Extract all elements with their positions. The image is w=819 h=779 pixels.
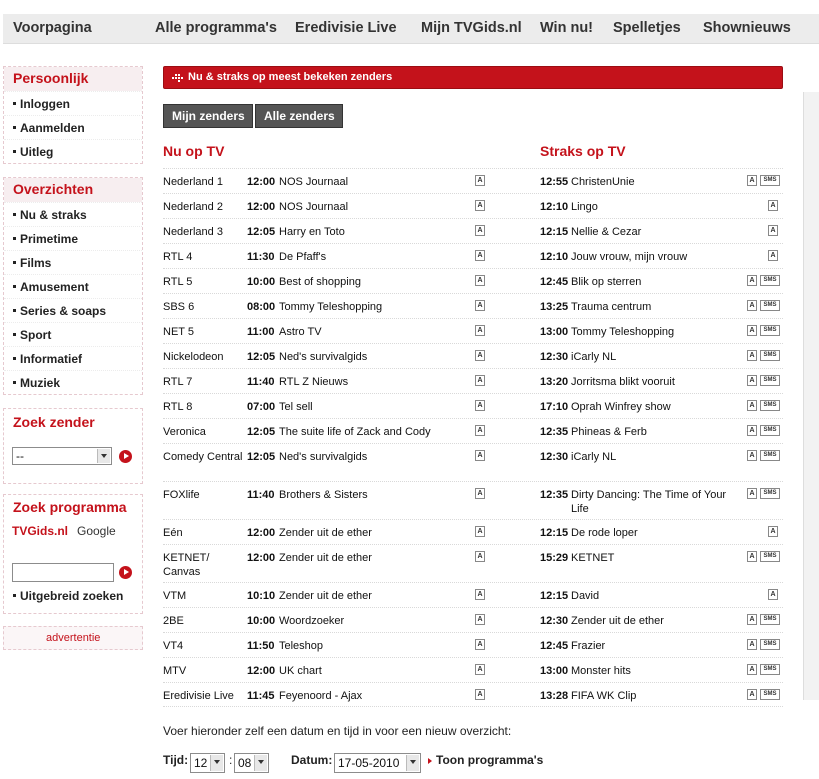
- next-program[interactable]: iCarly NL: [571, 451, 617, 463]
- sidebar-item-primetime[interactable]: [4, 226, 142, 250]
- next-time: 13:00: [540, 326, 569, 338]
- next-time: 12:10: [540, 251, 569, 263]
- now-time: 11:30: [247, 251, 275, 263]
- alert-icon[interactable]: A: [475, 375, 485, 386]
- next-program[interactable]: Zender uit de ether: [571, 615, 664, 627]
- bullet-icon: [13, 594, 16, 597]
- alert-icon[interactable]: A: [475, 689, 485, 700]
- sidebar-item-label: Informatief: [20, 352, 83, 366]
- sidebar-item-label: Series & soaps: [20, 304, 107, 318]
- sms-icon[interactable]: SMS: [760, 488, 780, 499]
- bullet-icon: [13, 261, 16, 264]
- channel-name[interactable]: SBS 6: [163, 301, 195, 313]
- alert-icon[interactable]: A: [475, 526, 485, 537]
- table-row[interactable]: [163, 318, 783, 343]
- now-time: 12:00: [247, 201, 276, 213]
- time-colon: :: [229, 753, 233, 767]
- next-program[interactable]: David: [571, 590, 600, 602]
- alert-icon[interactable]: A: [475, 175, 485, 186]
- datum-label: Datum:: [291, 753, 333, 767]
- alert-icon[interactable]: A: [475, 275, 485, 286]
- sms-icon[interactable]: SMS: [760, 614, 780, 625]
- nav-alle-programmas[interactable]: Alle programma's: [155, 20, 277, 36]
- now-time: 10:00: [247, 615, 276, 627]
- now-time: 11:40: [247, 376, 275, 388]
- now-time: 12:00: [247, 552, 276, 564]
- now-program[interactable]: Brothers & Sisters: [279, 489, 368, 501]
- now-time: 12:05: [247, 451, 276, 463]
- table-row[interactable]: [163, 243, 783, 268]
- now-time: 11:50: [247, 640, 275, 652]
- now-program[interactable]: Teleshop: [279, 640, 324, 652]
- date-select-value: 17-05-2010: [338, 756, 400, 770]
- next-time: 12:10: [540, 201, 569, 213]
- bullet-icon: [13, 381, 16, 384]
- hour-select[interactable]: [190, 753, 225, 773]
- alert-icon[interactable]: A: [475, 589, 485, 600]
- sms-icon[interactable]: SMS: [760, 400, 780, 411]
- channel-name[interactable]: Nederland 3: [163, 226, 223, 238]
- channel-name[interactable]: MTV: [163, 665, 187, 677]
- channel-name[interactable]: Nederland 2: [163, 201, 223, 213]
- sidebar-item-label: Muziek: [20, 376, 61, 390]
- programma-search-input[interactable]: [12, 563, 114, 582]
- sidebar-item-informatief[interactable]: [4, 346, 142, 370]
- toon-programmas-link[interactable]: [428, 753, 543, 767]
- now-program[interactable]: RTL Z Nieuws: [279, 376, 349, 388]
- alert-icon[interactable]: A: [475, 614, 485, 625]
- tijd-label: Tijd:: [163, 753, 189, 767]
- alert-icon[interactable]: A: [747, 664, 757, 675]
- next-program[interactable]: Lingo: [571, 201, 598, 213]
- now-program[interactable]: NOS Journaal: [279, 176, 349, 188]
- table-row[interactable]: [163, 682, 783, 707]
- alert-icon[interactable]: A: [475, 350, 485, 361]
- alert-icon[interactable]: A: [747, 614, 757, 625]
- next-time: 17:10: [540, 401, 569, 413]
- now-time: 10:10: [247, 590, 276, 602]
- alert-icon[interactable]: A: [768, 526, 778, 537]
- next-time: 12:15: [540, 527, 569, 539]
- channel-name[interactable]: 2BE: [163, 615, 184, 627]
- next-time: 12:55: [540, 176, 569, 188]
- next-program[interactable]: Jorritsma blikt vooruit: [571, 376, 675, 388]
- table-row[interactable]: [163, 193, 783, 218]
- tab-mijn-zenders[interactable]: Mijn zenders: [163, 104, 253, 128]
- now-time: 11:40: [247, 489, 275, 501]
- alert-icon[interactable]: A: [768, 225, 778, 236]
- table-row[interactable]: [163, 544, 783, 582]
- chevron-down-icon: [406, 755, 419, 771]
- sms-icon[interactable]: SMS: [760, 639, 780, 650]
- channel-name[interactable]: RTL 8: [163, 401, 193, 413]
- alert-icon[interactable]: A: [747, 275, 757, 286]
- alert-icon[interactable]: A: [768, 589, 778, 600]
- footnote-text: Voer hieronder zelf een datum en tijd in voor een nieuw overzicht:: [163, 724, 512, 738]
- alert-icon[interactable]: A: [747, 488, 757, 499]
- schedule-table: [163, 168, 783, 707]
- programma-go-icon[interactable]: [119, 566, 132, 579]
- now-program[interactable]: Ned's survivalgids: [279, 451, 368, 463]
- nav-shownieuws[interactable]: Shownieuws: [703, 20, 791, 36]
- table-row[interactable]: [163, 343, 783, 368]
- now-time: 08:00: [247, 301, 276, 313]
- minute-select-value: 08: [238, 756, 252, 770]
- now-program[interactable]: The suite life of Zack and Cody: [279, 426, 431, 438]
- sidebar-item-label: Primetime: [20, 232, 79, 246]
- nav-mijn-tvgids[interactable]: Mijn TVGids.nl: [421, 20, 522, 36]
- alert-icon[interactable]: A: [475, 325, 485, 336]
- alert-icon[interactable]: A: [747, 375, 757, 386]
- now-program[interactable]: Zender uit de ether: [279, 527, 372, 539]
- now-time: 11:00: [247, 326, 275, 338]
- next-time: 12:35: [540, 426, 569, 438]
- sms-icon[interactable]: SMS: [760, 325, 780, 336]
- hour-select-value: 12: [194, 756, 208, 770]
- alert-icon[interactable]: A: [475, 425, 485, 436]
- sidebar-overzichten-title: Overzichten: [4, 178, 142, 202]
- nav-eredivisie-live[interactable]: Eredivisie Live: [295, 20, 397, 36]
- now-program[interactable]: UK chart: [279, 665, 322, 677]
- next-program[interactable]: KETNET: [571, 552, 615, 564]
- sms-icon[interactable]: SMS: [760, 664, 780, 675]
- next-time: 15:29: [540, 552, 569, 564]
- next-time: 12:30: [540, 451, 569, 463]
- next-program[interactable]: FIFA WK Clip: [571, 690, 637, 702]
- next-program[interactable]: De rode loper: [571, 527, 638, 539]
- alert-icon[interactable]: A: [747, 400, 757, 411]
- sidebar-item-aanmelden[interactable]: [4, 115, 142, 139]
- channel-name[interactable]: Veronica: [163, 426, 206, 438]
- alert-icon[interactable]: A: [475, 488, 485, 499]
- channel-name[interactable]: VTM: [163, 590, 187, 602]
- source-google-tab[interactable]: Google: [77, 524, 116, 538]
- sms-icon[interactable]: SMS: [760, 300, 780, 311]
- alert-icon[interactable]: A: [475, 450, 485, 461]
- alert-icon[interactable]: A: [747, 689, 757, 700]
- alert-icon[interactable]: A: [475, 551, 485, 562]
- table-row[interactable]: [163, 443, 783, 481]
- sidebar-zoek-zender: [3, 408, 143, 484]
- channel-name[interactable]: Nederland 1: [163, 176, 223, 188]
- alert-icon[interactable]: A: [475, 639, 485, 650]
- uitgebreid-zoeken-label: Uitgebreid zoeken: [20, 589, 124, 603]
- advertentie-label: advertentie: [46, 632, 101, 644]
- channel-name[interactable]: VT4: [163, 640, 184, 652]
- now-program[interactable]: NOS Journaal: [279, 201, 349, 213]
- table-row[interactable]: [163, 481, 783, 519]
- now-program[interactable]: Best of shopping: [279, 276, 361, 288]
- channel-name[interactable]: Eén: [163, 527, 183, 539]
- sms-icon[interactable]: SMS: [760, 175, 780, 186]
- zender-go-icon[interactable]: [119, 450, 132, 463]
- sidebar-item-amusement[interactable]: [4, 274, 142, 298]
- now-time: 12:05: [247, 426, 276, 438]
- table-row[interactable]: [163, 393, 783, 418]
- bullet-icon: [13, 150, 16, 153]
- table-row[interactable]: [163, 368, 783, 393]
- now-program[interactable]: Ned's survivalgids: [279, 351, 368, 363]
- sidebar-item-inloggen[interactable]: [4, 91, 142, 115]
- alert-icon[interactable]: A: [747, 425, 757, 436]
- alert-icon[interactable]: A: [768, 200, 778, 211]
- channel-name[interactable]: RTL 7: [163, 376, 193, 388]
- banner-title: Nu & straks op meest bekeken zenders: [188, 71, 393, 83]
- now-time: 12:00: [247, 176, 276, 188]
- sms-icon[interactable]: SMS: [760, 689, 780, 700]
- sidebar-item-uitleg[interactable]: [4, 139, 142, 163]
- next-time: 12:45: [540, 640, 569, 652]
- next-time: 12:15: [540, 590, 569, 602]
- sidebar-persoonlijk-title: Persoonlijk: [4, 67, 142, 91]
- sidebar-item-label: Aanmelden: [20, 121, 85, 135]
- now-time: 11:45: [247, 690, 275, 702]
- next-program[interactable]: Jouw vrouw, mijn vrouw: [571, 251, 688, 263]
- sidebar-item-label: Uitleg: [20, 145, 54, 159]
- chevron-down-icon: [97, 449, 110, 463]
- table-row[interactable]: [163, 268, 783, 293]
- sidebar-item-sport[interactable]: [4, 322, 142, 346]
- channel-name[interactable]: Nickelodeon: [163, 351, 224, 363]
- bullet-icon: [13, 285, 16, 288]
- top-navigation: [3, 14, 819, 44]
- bullet-icon: [13, 237, 16, 240]
- zender-select-value: --: [16, 449, 24, 463]
- now-time: 12:00: [247, 527, 276, 539]
- channel-name[interactable]: FOXlife: [163, 489, 200, 501]
- zender-select[interactable]: [12, 447, 112, 465]
- alert-icon[interactable]: A: [747, 639, 757, 650]
- bullet-icon: [13, 213, 16, 216]
- sms-icon[interactable]: SMS: [760, 450, 780, 461]
- channel-name[interactable]: RTL 4: [163, 251, 193, 263]
- sidebar-item-series-soaps[interactable]: [4, 298, 142, 322]
- alert-icon[interactable]: A: [747, 450, 757, 461]
- sidebar-item-films[interactable]: [4, 250, 142, 274]
- table-row[interactable]: [163, 632, 783, 657]
- next-time: 12:35: [540, 489, 569, 501]
- now-program[interactable]: Zender uit de ether: [279, 552, 372, 564]
- next-program[interactable]: Frazier: [571, 640, 606, 652]
- next-program[interactable]: Oprah Winfrey show: [571, 401, 671, 413]
- toon-programmas-label: Toon programma's: [436, 753, 544, 767]
- date-select[interactable]: [334, 753, 421, 773]
- chevron-down-icon: [254, 755, 267, 771]
- sidebar-overzichten: [3, 177, 143, 395]
- next-program[interactable]: Monster hits: [571, 665, 631, 677]
- alert-icon[interactable]: A: [747, 175, 757, 186]
- uitgebreid-zoeken-link[interactable]: [13, 589, 123, 603]
- grid-dots-icon: [172, 74, 182, 82]
- next-program[interactable]: iCarly NL: [571, 351, 617, 363]
- sidebar-item-label: Nu & straks: [20, 208, 87, 222]
- sidebar-item-label: Inloggen: [20, 97, 70, 111]
- sidebar-item-nu-straks[interactable]: [4, 202, 142, 226]
- nav-win-nu[interactable]: Win nu!: [540, 20, 594, 36]
- alert-icon[interactable]: A: [747, 325, 757, 336]
- straks-op-tv-heading: Straks op TV: [540, 143, 626, 159]
- bullet-icon: [13, 357, 16, 360]
- now-program[interactable]: Astro TV: [279, 326, 322, 338]
- table-row[interactable]: [163, 293, 783, 318]
- next-time: 12:45: [540, 276, 569, 288]
- alert-icon[interactable]: A: [475, 300, 485, 311]
- now-program[interactable]: Feyenoord - Ajax: [279, 690, 363, 702]
- bullet-icon: [13, 333, 16, 336]
- now-program[interactable]: Tommy Teleshopping: [279, 301, 383, 313]
- next-program[interactable]: ChristenUnie: [571, 176, 635, 188]
- bullet-icon: [13, 102, 16, 105]
- next-time: 12:30: [540, 351, 569, 363]
- chevron-down-icon: [210, 755, 223, 771]
- sidebar-persoonlijk: [3, 66, 143, 164]
- zoek-zender-title: Zoek zender: [4, 409, 142, 433]
- vertical-scrollbar[interactable]: [803, 92, 819, 700]
- zoek-programma-title: Zoek programma: [4, 495, 142, 519]
- sms-icon[interactable]: SMS: [760, 425, 780, 436]
- next-program[interactable]: Trauma centrum: [571, 301, 652, 313]
- alert-icon[interactable]: A: [475, 225, 485, 236]
- sms-icon[interactable]: SMS: [760, 350, 780, 361]
- source-tvgids-tab[interactable]: TVGids.nl: [12, 524, 69, 538]
- now-program[interactable]: Tel sell: [279, 401, 313, 413]
- channel-name[interactable]: NET 5: [163, 326, 194, 338]
- next-time: 13:25: [540, 301, 569, 313]
- sidebar-item-muziek[interactable]: [4, 370, 142, 394]
- now-program[interactable]: Zender uit de ether: [279, 590, 372, 602]
- table-row[interactable]: [163, 519, 783, 544]
- sidebar-zoek-programma: [3, 494, 143, 614]
- table-row[interactable]: [163, 218, 783, 243]
- now-time: 10:00: [247, 276, 276, 288]
- alert-icon[interactable]: A: [747, 551, 757, 562]
- alert-icon[interactable]: A: [475, 400, 485, 411]
- next-program[interactable]: Nellie & Cezar: [571, 226, 642, 238]
- section-banner: [163, 66, 783, 89]
- channel-name[interactable]: KETNET/ Canvas: [163, 552, 210, 578]
- arrow-right-icon: [428, 758, 432, 764]
- nav-voorpagina[interactable]: Voorpagina: [13, 20, 92, 36]
- now-time: 12:05: [247, 226, 276, 238]
- next-program[interactable]: Blik op sterren: [571, 276, 642, 288]
- sidebar-item-label: Amusement: [20, 280, 89, 294]
- channel-name[interactable]: Comedy Central: [163, 451, 243, 463]
- alert-icon[interactable]: A: [475, 250, 485, 261]
- sms-icon[interactable]: SMS: [760, 375, 780, 386]
- now-program[interactable]: Woordzoeker: [279, 615, 345, 627]
- tab-alle-zenders[interactable]: Alle zenders: [255, 104, 343, 128]
- sidebar-advertentie: [3, 626, 143, 650]
- alert-icon[interactable]: A: [475, 664, 485, 675]
- nav-spelletjes[interactable]: Spelletjes: [613, 20, 681, 36]
- channel-name[interactable]: Eredivisie Live: [163, 690, 234, 702]
- sms-icon[interactable]: SMS: [760, 275, 780, 286]
- now-time: 07:00: [247, 401, 276, 413]
- next-time: 12:15: [540, 226, 569, 238]
- now-time: 12:00: [247, 665, 276, 677]
- now-program[interactable]: Harry en Toto: [279, 226, 345, 238]
- next-time: 13:20: [540, 376, 569, 388]
- next-program[interactable]: Phineas & Ferb: [571, 426, 647, 438]
- next-time: 12:30: [540, 615, 569, 627]
- channel-name[interactable]: RTL 5: [163, 276, 193, 288]
- next-time: 13:00: [540, 665, 569, 677]
- next-program[interactable]: Tommy Teleshopping: [571, 326, 675, 338]
- now-time: 12:05: [247, 351, 276, 363]
- sidebar-item-label: Sport: [20, 328, 52, 342]
- sms-icon[interactable]: SMS: [760, 551, 780, 562]
- alert-icon[interactable]: A: [768, 250, 778, 261]
- next-program[interactable]: Dirty Dancing: The Time of Your Life: [571, 489, 727, 515]
- now-program[interactable]: De Pfaff's: [279, 251, 327, 263]
- table-row[interactable]: [163, 607, 783, 632]
- sidebar-item-label: Films: [20, 256, 52, 270]
- nu-op-tv-heading: Nu op TV: [163, 143, 225, 159]
- alert-icon[interactable]: A: [747, 350, 757, 361]
- bullet-icon: [13, 126, 16, 129]
- alert-icon[interactable]: A: [747, 300, 757, 311]
- table-row[interactable]: [163, 168, 783, 193]
- alert-icon[interactable]: A: [475, 200, 485, 211]
- table-row[interactable]: [163, 418, 783, 443]
- bullet-icon: [13, 309, 16, 312]
- next-time: 13:28: [540, 690, 569, 702]
- minute-select[interactable]: [234, 753, 269, 773]
- table-row[interactable]: [163, 582, 783, 607]
- table-row[interactable]: [163, 657, 783, 682]
